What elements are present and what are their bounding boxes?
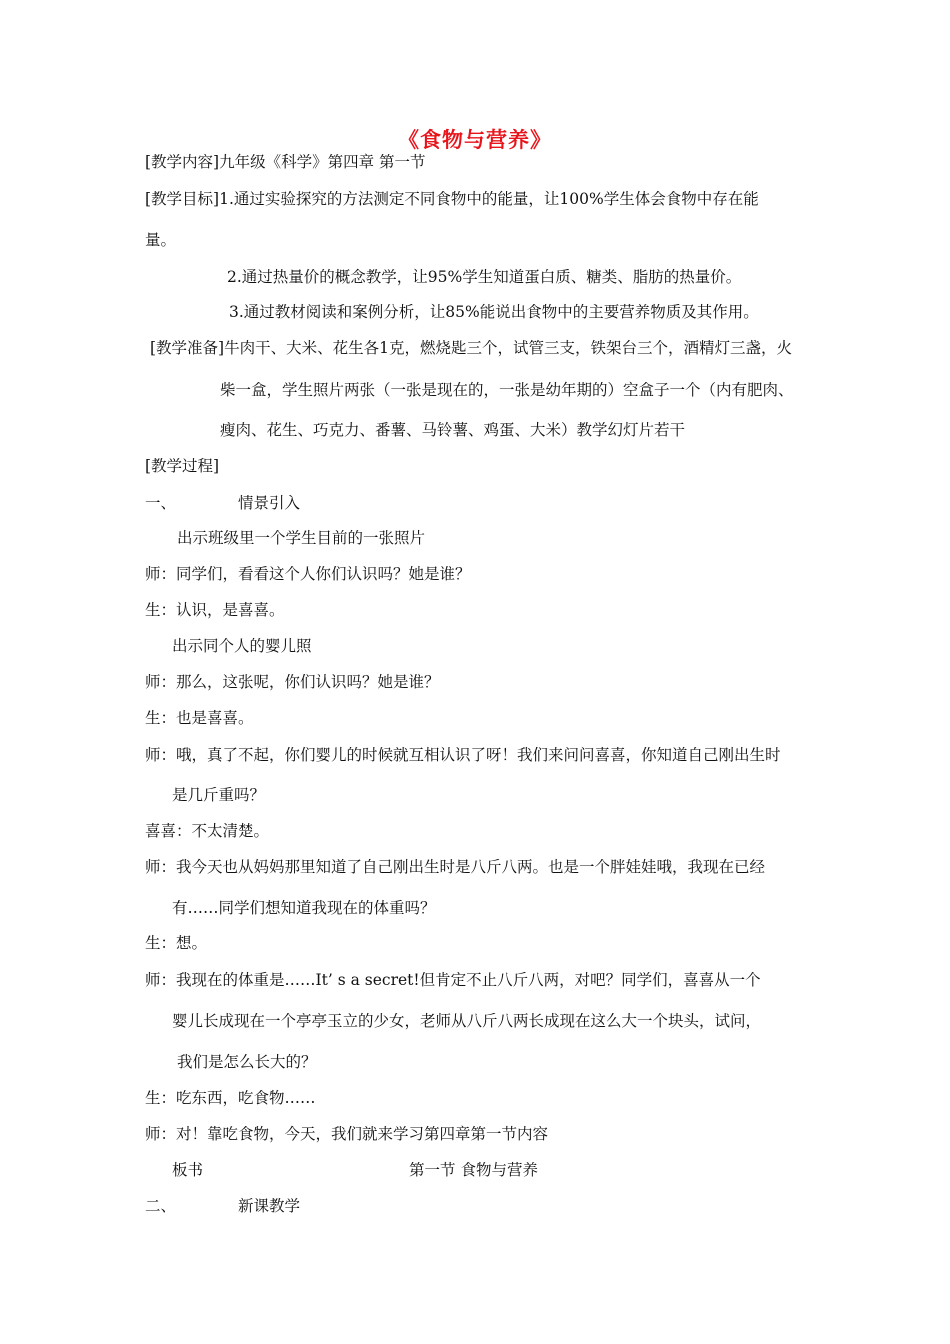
dialogue-line: 生：认识，是喜喜。 — [145, 601, 285, 619]
dialogue-line: 我们是怎么长大的？ — [177, 1053, 317, 1071]
blackboard-label: 板书 — [172, 1161, 204, 1179]
teaching-goal-line-1: [教学目标]1.通过实验探究的方法测定不同食物中的能量，让100%学生体会食物中存在能 — [145, 190, 759, 208]
teaching-prep-line-2: 柴一盒，学生照片两张（一张是现在的，一张是幼年期的）空盒子一个（内有肥肉、 — [220, 381, 794, 399]
dialogue-line: 生：吃东西，吃食物…… — [145, 1089, 316, 1107]
dialogue-line: 师：同学们，看看这个人你们认识吗？她是谁？ — [145, 565, 471, 583]
dialogue-line: 出示班级里一个学生目前的一张照片 — [177, 529, 426, 547]
section-two-label: 新课教学 — [238, 1197, 301, 1215]
section-one-number: 一、 — [145, 494, 177, 512]
dialogue-line: 师：我今天也从妈妈那里知道了自己刚出生时是八斤八两。也是一个胖娃娃哦，我现在已经 — [145, 858, 766, 876]
section-two-heading — [145, 1196, 300, 1216]
document-title: 《食物与营养》 — [398, 128, 552, 152]
dialogue-line: 有……同学们想知道我现在的体重吗？ — [172, 899, 436, 917]
section-two-number: 二、 — [145, 1197, 177, 1215]
blackboard-content: 第一节 食物与营养 — [409, 1161, 538, 1179]
dialogue-line: 师：那么，这张呢，你们认识吗？她是谁？ — [145, 673, 440, 691]
dialogue-line: 喜喜：不太清楚。 — [145, 822, 270, 840]
dialogue-line: 生：想。 — [145, 934, 208, 952]
teaching-goal-line-2: 量。 — [145, 231, 177, 249]
teaching-goal-item-2: 2.通过热量价的概念教学，让95%学生知道蛋白质、糖类、脂肪的热量价。 — [227, 268, 742, 286]
dialogue-line: 婴儿长成现在一个亭亭玉立的少女，老师从八斤八两长成现在这么大一个块头，试问， — [172, 1012, 762, 1030]
section-one-label: 情景引入 — [238, 494, 301, 512]
teaching-process-heading: [教学过程] — [145, 457, 220, 475]
teaching-goal-item-3: 3.通过教材阅读和案例分析，让85%能说出食物中的主要营养物质及其作用。 — [229, 303, 759, 321]
teaching-content-line: [教学内容]九年级《科学》第四章 第一节 — [145, 153, 426, 171]
dialogue-line: 师：我现在的体重是……It’ s a secret!但肯定不止八斤八两，对吧？同学们，喜喜从一个 — [145, 971, 761, 989]
teaching-prep-line-1: [教学准备]牛肉干、大米、花生各1克，燃烧匙三个，试管三支，铁架台三个，酒精灯三盏，火 — [150, 339, 792, 357]
dialogue-line: 是几斤重吗？ — [172, 786, 266, 804]
teaching-prep-line-3: 瘦肉、花生、巧克力、番薯、马铃薯、鸡蛋、大米）教学幻灯片若干 — [220, 421, 686, 439]
dialogue-line: 出示同个人的婴儿照 — [172, 637, 312, 655]
blackboard-line — [172, 1160, 538, 1180]
dialogue-line: 师：哦，真了不起，你们婴儿的时候就互相认识了呀！我们来问问喜喜，你知道自己刚出生时 — [145, 746, 781, 764]
section-one-heading — [145, 493, 300, 513]
dialogue-line: 师：对！靠吃食物，今天，我们就来学习第四章第一节内容 — [145, 1125, 549, 1143]
dialogue-line: 生：也是喜喜。 — [145, 709, 254, 727]
